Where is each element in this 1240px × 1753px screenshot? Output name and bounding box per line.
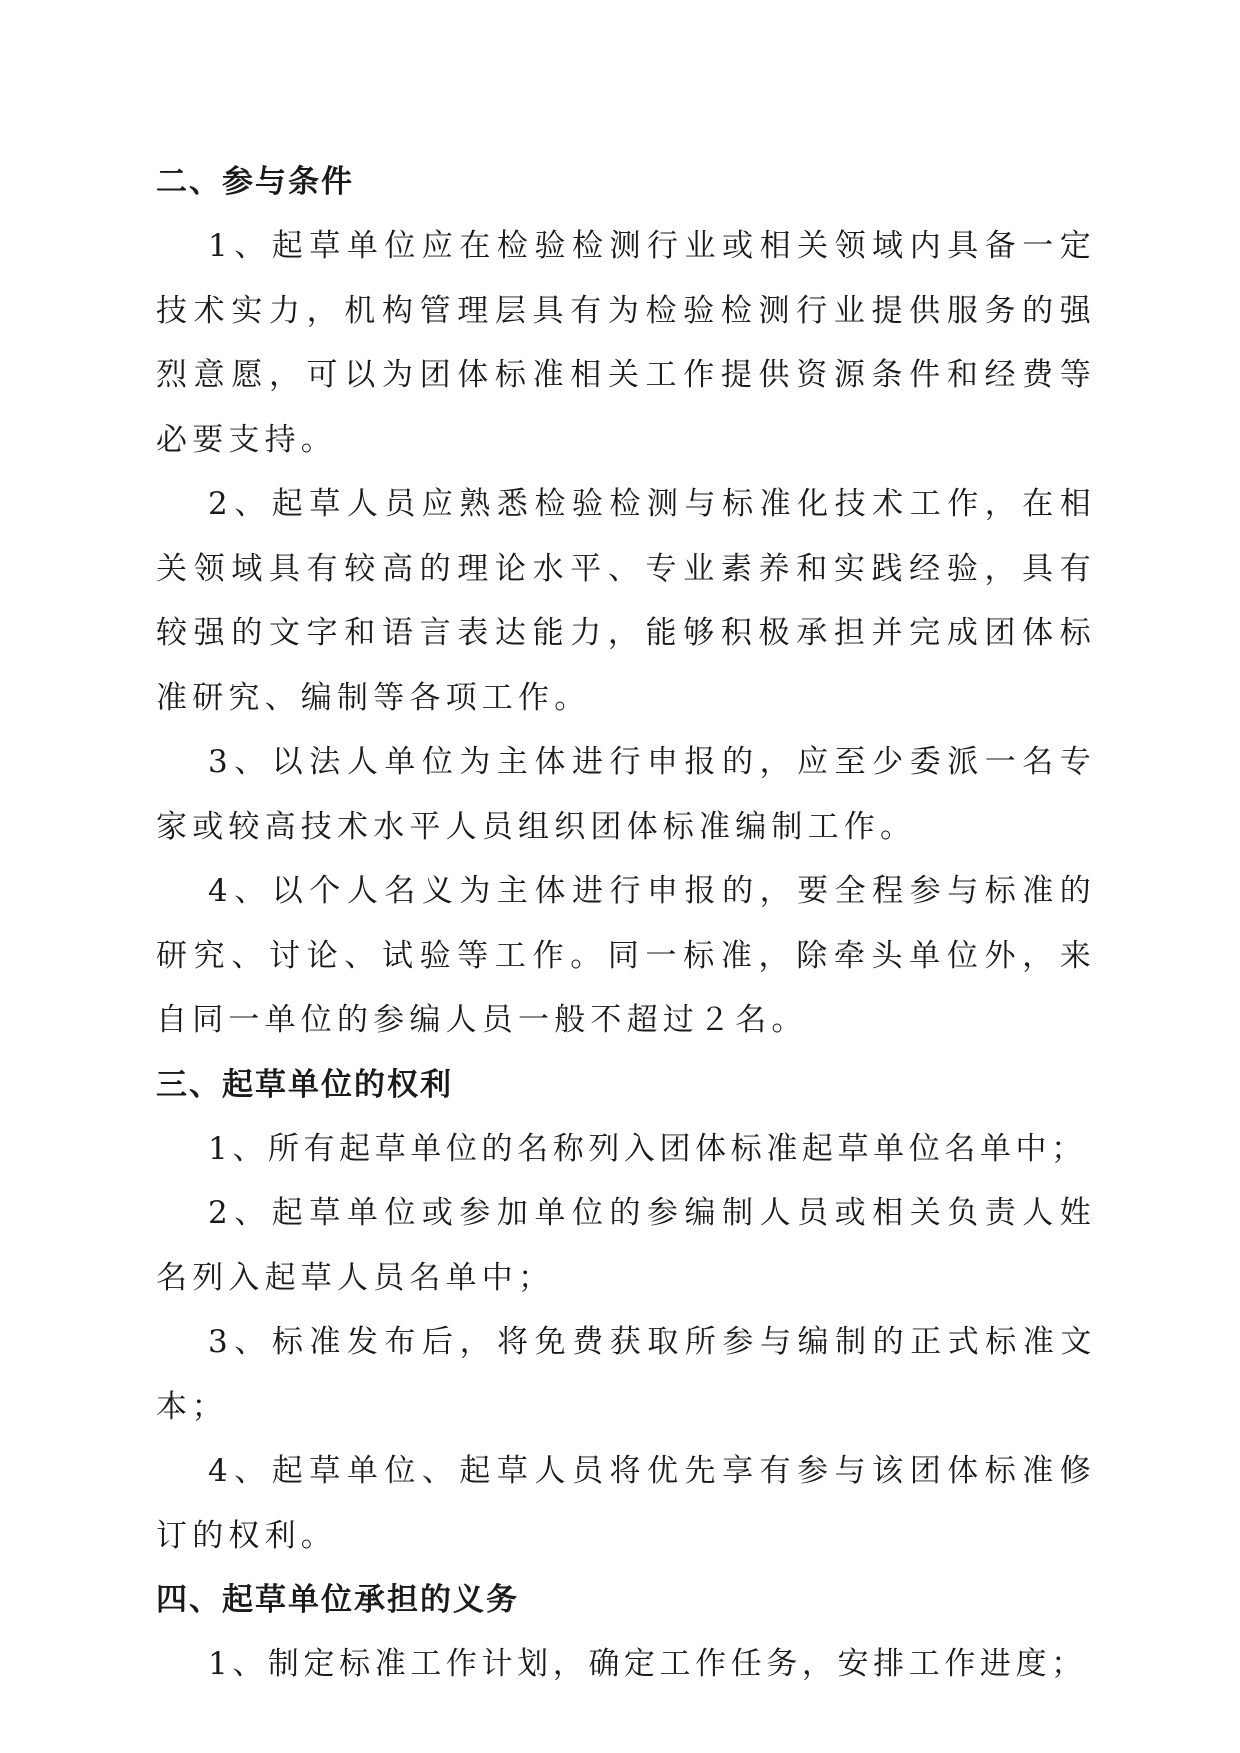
section-heading-drafter-rights: 三、起草单位的权利 [156,1066,453,1103]
paragraph-condition-4: 4、以个人名义为主体进行申报的，要全程参与标准的研究、讨论、试验等工作。同一标准，除牵头单位外，来自同一单位的参编人员一般不超过２名。 [156,873,1096,1038]
paragraph-condition-1: 1、起草单位应在检验检测行业或相关领域内具备一定技术实力，机构管理层具有为检验检测行业提供服务的强烈意愿，可以为团体标准相关工作提供资源条件和经费等必要支持。 [156,228,1096,458]
paragraph-condition-2: 2、起草人员应熟悉检验检测与标准化技术工作，在相关领域具有较高的理论水平、专业素养和实践经验，具有较强的文字和语言表达能力，能够积极承担并完成团体标准研究、编制等各项工作。 [156,486,1096,716]
section-heading-participation-conditions: 二、参与条件 [156,164,354,200]
document-page [156,150,1096,1697]
section-heading-drafter-obligations: 四、起草单位承担的义务 [156,1582,519,1618]
paragraph-right-3: 3、标准发布后，将免费获取所参与编制的正式标准文本； [156,1324,1096,1425]
paragraph-right-1: 1、所有起草单位的名称列入团体标准起草单位名单中； [208,1130,1087,1167]
paragraph-condition-3: 3、以法人单位为主体进行申报的，应至少委派一名专家或较高技术水平人员组织团体标准编制工作。 [156,744,1096,845]
paragraph-right-2: 2、起草单位或参加单位的参编制人员或相关负责人姓名列入起草人员名单中； [156,1195,1096,1296]
paragraph-obligation-1: 1、制定标准工作计划，确定工作任务，安排工作进度； [208,1646,1087,1682]
paragraph-right-4: 4、起草单位、起草人员将优先享有参与该团体标准修订的权利。 [156,1453,1096,1554]
